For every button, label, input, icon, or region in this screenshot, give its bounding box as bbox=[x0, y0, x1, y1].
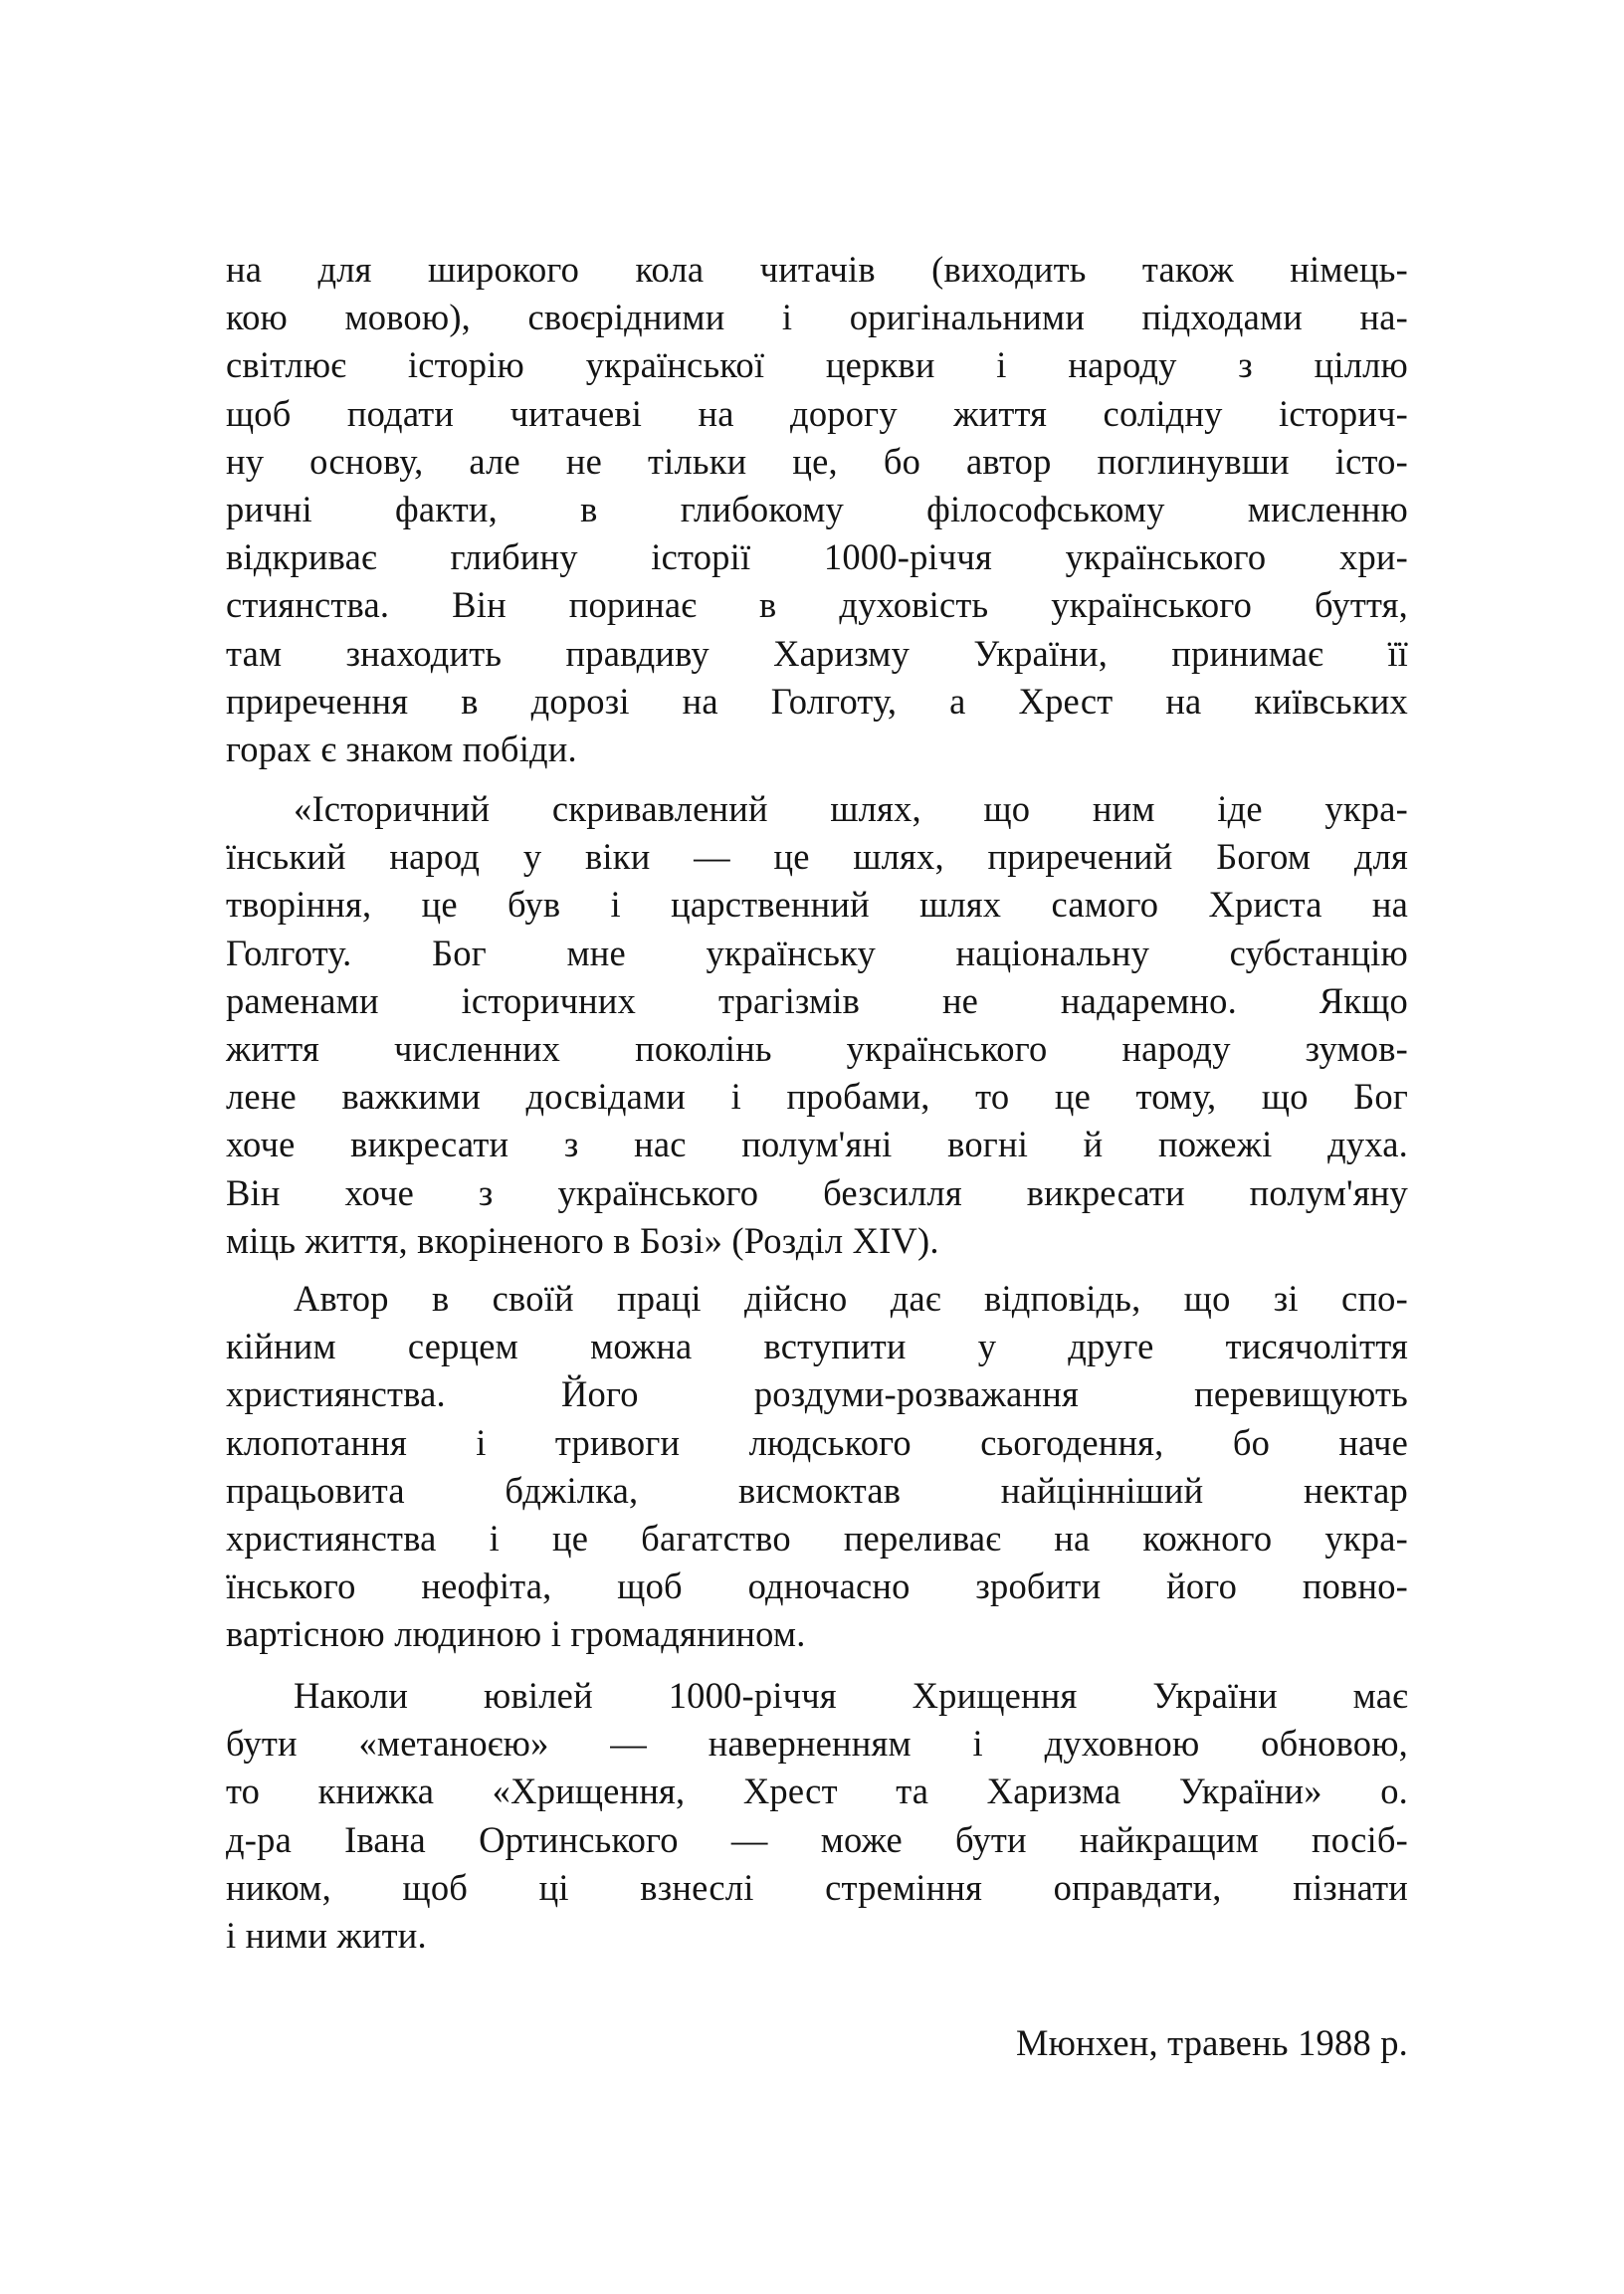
text-line: то книжка «Хрищення, Хрест та Харизма України» о. bbox=[226, 1771, 1408, 1812]
paragraph-3 bbox=[226, 1275, 1408, 1659]
text-line: горах є знаком побіди. bbox=[226, 728, 577, 769]
text-line: д-ра Івана Ортинського — може бути найкращим посіб- bbox=[226, 1818, 1408, 1860]
text-line: лене важкими досвідами і пробами, то це тому, що Бог bbox=[226, 1076, 1408, 1118]
text-line: Голготу. Бог мне українську національну субстанцію bbox=[226, 932, 1408, 973]
text-line: щоб подати читачеві на дорогу життя солідну історич- bbox=[226, 392, 1408, 434]
text-line: бути «метаноєю» — наверненням і духовною обновою, bbox=[226, 1723, 1408, 1765]
text-line: Наколи ювілей 1000-річчя Хрищення України має bbox=[294, 1675, 1408, 1716]
paragraph-1 bbox=[226, 246, 1408, 773]
text-line: вартісною людиною і громадянином. bbox=[226, 1613, 806, 1655]
paragraph-4 bbox=[226, 1672, 1408, 1960]
text-line: кійним серцем можна вступити у друге тисячоліття bbox=[226, 1326, 1408, 1367]
text-line: світлює історію української церкви і народу з ціллю bbox=[226, 344, 1408, 386]
place-date-signature: Мюнхен, травень 1988 р. bbox=[1015, 2022, 1408, 2063]
text-line: християнства і це багатство переливає на кожного укра- bbox=[226, 1517, 1408, 1559]
text-line: творіння, це був і царственний шлях самого Христа на bbox=[226, 884, 1408, 926]
text-line: їнський народ у віки — це шлях, приречений Богом для bbox=[226, 836, 1408, 878]
text-line: клопотання і тривоги людського сьогодення, бо наче bbox=[226, 1421, 1408, 1463]
text-line: хоче викресати з нас полум'яні вогні й пожежі духа. bbox=[226, 1124, 1408, 1165]
text-line: там знаходить правдиву Харизму України, принимає її bbox=[226, 632, 1408, 674]
text-line: приречення в дорозі на Голготу, а Хрест на київських bbox=[226, 680, 1408, 722]
text-line: ну основу, але не тільки це, бо автор поглинувши істо- bbox=[226, 440, 1408, 482]
text-line: міць життя, вкоріненого в Бозі» (Розділ XIV). bbox=[226, 1219, 939, 1261]
text-line: раменами історичних трагізмів не надаремно. Якщо bbox=[226, 979, 1408, 1021]
text-line: на для широкого кола читачів (виходить також німець- bbox=[226, 249, 1408, 290]
text-line: Автор в своїй праці дійсно дає відповідь, що зі спо- bbox=[294, 1278, 1408, 1319]
text-line: стиянства. Він поринає в духовість українського буття, bbox=[226, 584, 1408, 626]
text-line: «Історичний скривавлений шлях, що ним іде укра- bbox=[294, 788, 1408, 829]
text-line: ником, щоб ці взнеслі стреміння оправдати, пізнати bbox=[226, 1866, 1408, 1908]
text-line: Він хоче з українського безсилля викресати полум'яну bbox=[226, 1171, 1408, 1213]
text-line: і ними жити. bbox=[226, 1914, 427, 1956]
text-line: їнського неофіта, щоб одночасно зробити його повно- bbox=[226, 1565, 1408, 1607]
text-line: кою мовою), своєрідними і оригінальними підходами на- bbox=[226, 297, 1408, 338]
text-line: ричні факти, в глибокому філософському мисленню bbox=[226, 488, 1408, 529]
paragraph-2 bbox=[226, 785, 1408, 1265]
text-line: відкриває глибину історії 1000-річчя українського хри- bbox=[226, 536, 1408, 578]
text-line: працьовита бджілка, висмоктав найцінніший нектар bbox=[226, 1469, 1408, 1511]
text-line: християнства. Його роздуми-розважання перевищують bbox=[226, 1373, 1408, 1415]
text-line: життя численних поколінь українського народу зумов- bbox=[226, 1027, 1408, 1069]
